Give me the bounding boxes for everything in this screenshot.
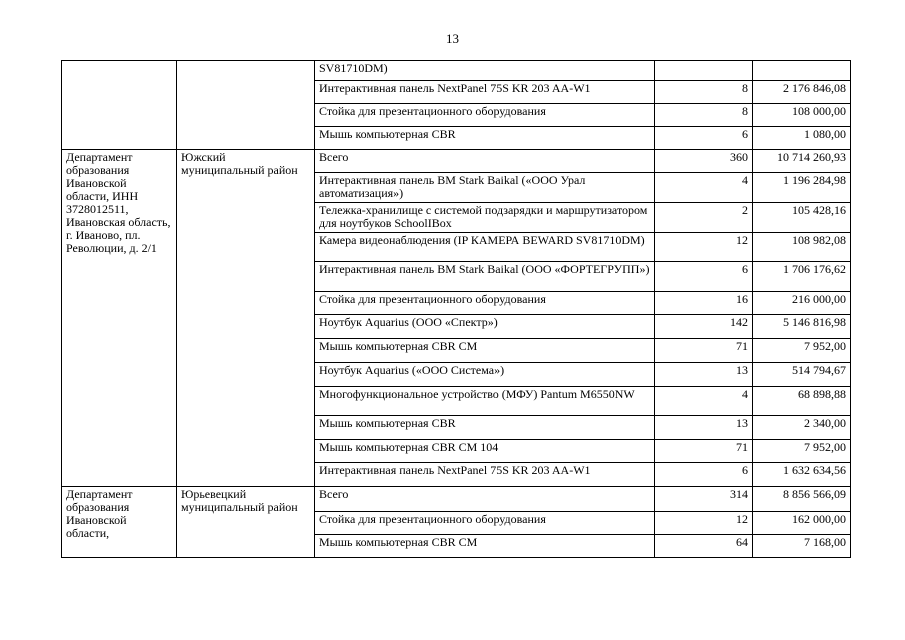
quantity-cell: 13 <box>655 416 753 440</box>
quantity-cell: 16 <box>655 292 753 315</box>
item-name-cell: Стойка для презентационного оборудования <box>315 292 655 315</box>
district-cell <box>177 61 315 150</box>
quantity-cell <box>655 61 753 81</box>
amount-cell: 7 952,00 <box>753 440 851 463</box>
item-name-cell: Всего <box>315 487 655 512</box>
table-row <box>62 61 851 81</box>
amount-cell: 514 794,67 <box>753 363 851 387</box>
amount-cell: 216 000,00 <box>753 292 851 315</box>
item-name-cell: Ноутбук Aquarius (ООО «Спектр») <box>315 315 655 339</box>
amount-cell: 105 428,16 <box>753 203 851 233</box>
equipment-table <box>61 60 851 558</box>
amount-cell: 2 340,00 <box>753 416 851 440</box>
amount-cell: 8 856 566,09 <box>753 487 851 512</box>
quantity-cell: 64 <box>655 535 753 558</box>
amount-cell: 7 168,00 <box>753 535 851 558</box>
amount-cell <box>753 61 851 81</box>
page-number: 13 <box>446 31 459 46</box>
item-name-cell: Интерактивная панель NextPanel 75S KR 203 AA-W1 <box>315 463 655 487</box>
table-row <box>62 150 851 173</box>
item-name-cell: Мышь компьютерная CBR CM 104 <box>315 440 655 463</box>
quantity-cell: 360 <box>655 150 753 173</box>
amount-cell: 5 146 816,98 <box>753 315 851 339</box>
item-name-cell: Камера видеонаблюдения (IP КАМЕРА BEWARD SV81710DM) <box>315 233 655 262</box>
item-name-cell: Мышь компьютерная CBR <box>315 416 655 440</box>
item-name-cell: Тележка-хранилище с системой подзарядки и маршрутизатором для ноутбуков SchoolIBox <box>315 203 655 233</box>
item-name-cell: Ноутбук Aquarius («ООО Система») <box>315 363 655 387</box>
item-name-cell: Мышь компьютерная CBR <box>315 127 655 150</box>
quantity-cell: 8 <box>655 104 753 127</box>
amount-cell: 1 196 284,98 <box>753 173 851 203</box>
amount-cell: 2 176 846,08 <box>753 81 851 104</box>
amount-cell: 108 000,00 <box>753 104 851 127</box>
item-name-cell: Стойка для презентационного оборудования <box>315 512 655 535</box>
item-name-cell: Стойка для презентационного оборудования <box>315 104 655 127</box>
quantity-cell: 314 <box>655 487 753 512</box>
amount-cell: 1 706 176,62 <box>753 262 851 292</box>
quantity-cell: 13 <box>655 363 753 387</box>
table-body <box>62 61 851 558</box>
item-name-cell: Интерактивная панель BM Stark Baikal («ООО Урал автоматизация») <box>315 173 655 203</box>
amount-cell: 7 952,00 <box>753 339 851 363</box>
amount-cell: 162 000,00 <box>753 512 851 535</box>
quantity-cell: 4 <box>655 173 753 203</box>
quantity-cell: 6 <box>655 262 753 292</box>
item-name-cell: SV81710DM) <box>315 61 655 81</box>
quantity-cell: 8 <box>655 81 753 104</box>
organization-cell <box>62 61 177 150</box>
quantity-cell: 2 <box>655 203 753 233</box>
item-name-cell: Мышь компьютерная CBR CM <box>315 339 655 363</box>
amount-cell: 68 898,88 <box>753 387 851 416</box>
district-cell: Южский муниципальный район <box>177 150 315 487</box>
table-row <box>62 487 851 512</box>
quantity-cell: 142 <box>655 315 753 339</box>
quantity-cell: 71 <box>655 440 753 463</box>
organization-cell: Департамент образования Ивановской области, <box>62 487 177 558</box>
amount-cell: 1 080,00 <box>753 127 851 150</box>
quantity-cell: 12 <box>655 233 753 262</box>
amount-cell: 10 714 260,93 <box>753 150 851 173</box>
district-cell: Юрьевецкий муниципальный район <box>177 487 315 558</box>
quantity-cell: 71 <box>655 339 753 363</box>
amount-cell: 108 982,08 <box>753 233 851 262</box>
quantity-cell: 6 <box>655 127 753 150</box>
item-name-cell: Интерактивная панель BM Stark Baikal (ООО «ФОРТЕГРУПП») <box>315 262 655 292</box>
quantity-cell: 4 <box>655 387 753 416</box>
item-name-cell: Всего <box>315 150 655 173</box>
organization-cell: Департамент образования Ивановской области, ИНН 3728012511, Ивановская область, г. Иваново, пл. Революции, д. 2/1 <box>62 150 177 487</box>
quantity-cell: 6 <box>655 463 753 487</box>
quantity-cell: 12 <box>655 512 753 535</box>
item-name-cell: Мышь компьютерная CBR CM <box>315 535 655 558</box>
item-name-cell: Многофункциональное устройство (МФУ) Pantum M6550NW <box>315 387 655 416</box>
item-name-cell: Интерактивная панель NextPanel 75S KR 203 AA-W1 <box>315 81 655 104</box>
amount-cell: 1 632 634,56 <box>753 463 851 487</box>
